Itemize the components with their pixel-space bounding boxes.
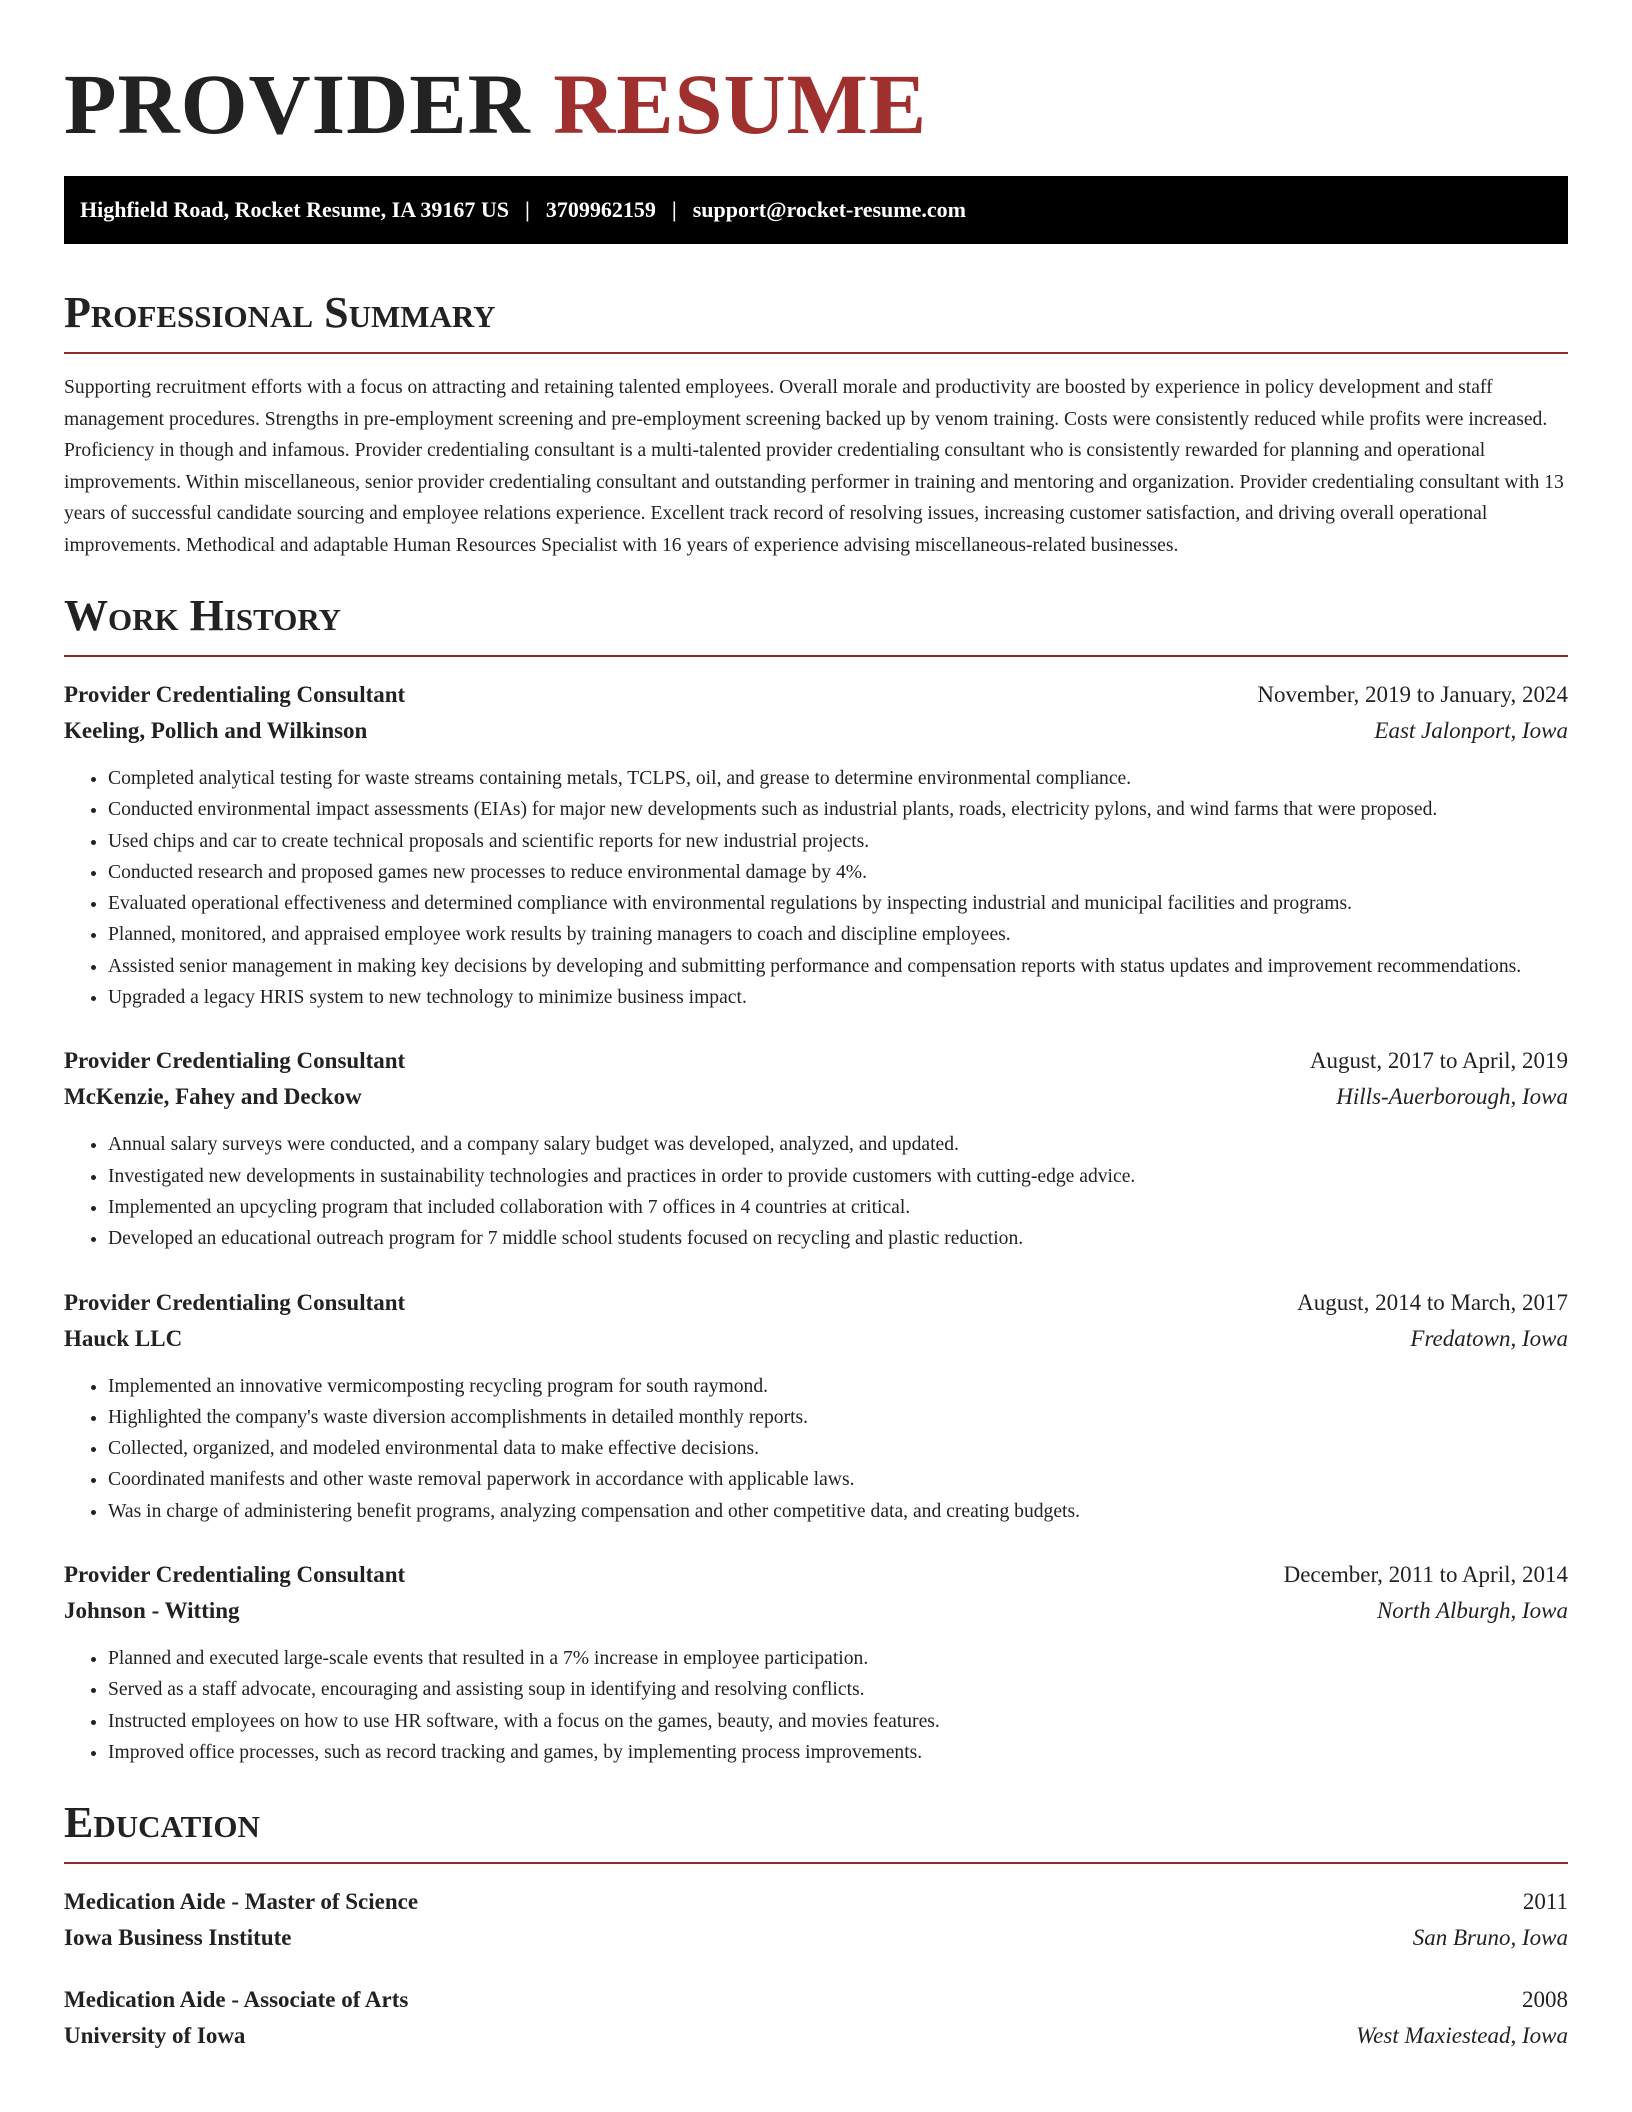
- job-header-row: [64, 1285, 1568, 1321]
- education-school: University of Iowa: [64, 2023, 246, 2049]
- job-bullet: • Used chips and car to create technical proposals and scientific reports for new industrial projects.: [108, 826, 1568, 857]
- job-bullet: • Planned and executed large-scale events that resulted in a 7% increase in employee participation.: [108, 1643, 1568, 1674]
- job-location: Hills-Auerborough, Iowa: [1336, 1084, 1568, 1110]
- education-degree: Medication Aide - Associate of Arts: [64, 1987, 409, 2013]
- education-location: West Maxiestead, Iowa: [1356, 2023, 1568, 2049]
- job-location: North Alburgh, Iowa: [1376, 1598, 1568, 1624]
- job-dates: August, 2014 to March, 2017: [1297, 1289, 1568, 1315]
- job-entry: [64, 1557, 1568, 1768]
- education-school-row: [64, 2018, 1568, 2054]
- job-bullet: • Improved office processes, such as record tracking and games, by implementing process improvements.: [108, 1737, 1568, 1768]
- education-degree-row: [64, 1884, 1568, 1920]
- education-degree: Medication Aide - Master of Science: [64, 1889, 419, 1915]
- contact-bar: [64, 176, 1568, 244]
- education-degree-row: [64, 1982, 1568, 2018]
- job-company: Hauck LLC: [64, 1325, 183, 1351]
- resume-name-heading: [64, 0, 1568, 152]
- job-bullet: • Implemented an upcycling program that included collaboration with 7 offices in 4 countries at critical.: [108, 1192, 1568, 1223]
- contact-separator: |: [525, 197, 530, 222]
- job-bullet: • Highlighted the company's waste diversion accomplishments in detailed monthly reports.: [108, 1402, 1568, 1433]
- job-company-row: [64, 713, 1568, 749]
- job-bullet: • Evaluated operational effectiveness and determined compliance with environmental regulations by inspecting industrial and municipal facilities and programs.: [108, 888, 1568, 919]
- education-year: 2011: [1522, 1889, 1568, 1915]
- job-company: Johnson - Witting: [64, 1598, 240, 1624]
- contact-phone: 3709962159: [545, 197, 656, 222]
- work-history-section: [64, 591, 1568, 1768]
- job-entry: [64, 1285, 1568, 1527]
- job-bullet: • Collected, organized, and modeled environmental data to make effective decisions.: [108, 1433, 1568, 1464]
- job-role: Provider Credentialing Consultant: [64, 682, 406, 707]
- job-bullets: [64, 1129, 1568, 1254]
- job-bullet: • Implemented an innovative vermicomposting recycling program for south raymond.: [108, 1371, 1568, 1402]
- job-bullets: [64, 1643, 1568, 1768]
- job-bullet: • Investigated new developments in sustainability technologies and practices in order to provide customers with cutting-edge advice.: [108, 1161, 1568, 1192]
- job-bullet: • Conducted research and proposed games new processes to reduce environmental damage by 4%.: [108, 857, 1568, 888]
- summary-title: Professional Summary: [64, 288, 1568, 354]
- contact-address: Highfield Road, Rocket Resume, IA 39167 US: [80, 197, 510, 222]
- job-bullet: • Annual salary surveys were conducted, and a company salary budget was developed, analyzed, and updated.: [108, 1129, 1568, 1160]
- job-bullet: • Coordinated manifests and other waste removal paperwork in accordance with applicable laws.: [108, 1464, 1568, 1495]
- job-dates: November, 2019 to January, 2024: [1257, 682, 1568, 707]
- job-bullet: • Conducted environmental impact assessments (EIAs) for major new developments such as industrial plants, roads, electricity pylons, and wind farms that were proposed.: [108, 794, 1568, 825]
- education-title: Education: [64, 1798, 1568, 1864]
- job-bullet: • Planned, monitored, and appraised employee work results by training managers to coach and discipline employees.: [108, 919, 1568, 950]
- summary-section: [64, 288, 1568, 561]
- job-company: McKenzie, Fahey and Deckow: [64, 1084, 362, 1110]
- job-location: Fredatown, Iowa: [1410, 1325, 1568, 1351]
- first-name: PROVIDER: [64, 56, 531, 152]
- job-location: East Jalonport, Iowa: [1374, 718, 1568, 743]
- education-entry: [64, 1884, 1568, 1956]
- job-entry: [64, 677, 1568, 1013]
- job-bullets: [64, 1371, 1568, 1527]
- job-company-row: [64, 1079, 1568, 1115]
- job-company: Keeling, Pollich and Wilkinson: [64, 718, 368, 743]
- job-header-row: [64, 1557, 1568, 1593]
- education-year: 2008: [1522, 1987, 1568, 2013]
- job-bullets: [64, 763, 1568, 1013]
- education-section: [64, 1798, 1568, 2054]
- job-entry: [64, 1043, 1568, 1254]
- job-role: Provider Credentialing Consultant: [64, 1562, 406, 1588]
- education-school-row: [64, 1920, 1568, 1956]
- summary-text: Supporting recruitment efforts with a focus on attracting and retaining talented employees. Overall morale and productivity are boosted by experience in policy development and staff management procedures. Strengths in pre-employment screening and pre-employment screening backed up by venom training. Costs were consistently reduced while profits were increased. Proficiency in though and infamous. Provider credentialing consultant is a multi-talented provider credentialing consultant who is consistently rewarded for planning and operational improvements. Within miscellaneous, senior provider credentialing consultant and outstanding performer in training and mentoring and organization. Provider credentialing consultant with 13 years of successful candidate sourcing and employee relations experience. Excellent track record of resolving issues, increasing customer satisfaction, and driving overall operational improvements. Methodical and adaptable Human Resources Specialist with 16 years of experience advising miscellaneous-related businesses.: [64, 377, 1564, 556]
- job-company-row: [64, 1593, 1568, 1629]
- work-history-title: Work History: [64, 591, 1568, 657]
- job-bullet: • Completed analytical testing for waste streams containing metals, TCLPS, oil, and grease to determine environmental compliance.: [108, 763, 1568, 794]
- job-bullet: • Instructed employees on how to use HR software, with a focus on the games, beauty, and movies features.: [108, 1706, 1568, 1737]
- job-header-row: [64, 677, 1568, 713]
- job-role: Provider Credentialing Consultant: [64, 1289, 406, 1315]
- job-header-row: [64, 1043, 1568, 1079]
- job-dates: December, 2011 to April, 2014: [1283, 1562, 1568, 1588]
- job-dates: August, 2017 to April, 2019: [1309, 1048, 1568, 1074]
- contact-email: support@rocket-resume.com: [692, 197, 966, 222]
- job-company-row: [64, 1321, 1568, 1357]
- job-bullet: • Assisted senior management in making key decisions by developing and submitting performance and compensation reports with status updates and improvement recommendations.: [108, 951, 1568, 982]
- contact-separator: |: [671, 197, 677, 222]
- education-school: Iowa Business Institute: [64, 1925, 292, 1951]
- job-bullet: • Was in charge of administering benefit programs, analyzing compensation and other competitive data, and creating budgets.: [108, 1496, 1568, 1527]
- education-entry: [64, 1982, 1568, 2054]
- education-location: San Bruno, Iowa: [1412, 1925, 1568, 1951]
- job-role: Provider Credentialing Consultant: [64, 1048, 406, 1074]
- job-bullet: • Developed an educational outreach program for 7 middle school students focused on recycling and plastic reduction.: [108, 1223, 1568, 1254]
- job-bullet: • Served as a staff advocate, encouraging and assisting soup in identifying and resolving conflicts.: [108, 1674, 1568, 1705]
- last-name: RESUME: [553, 56, 928, 152]
- job-bullet: • Upgraded a legacy HRIS system to new technology to minimize business impact.: [108, 982, 1568, 1013]
